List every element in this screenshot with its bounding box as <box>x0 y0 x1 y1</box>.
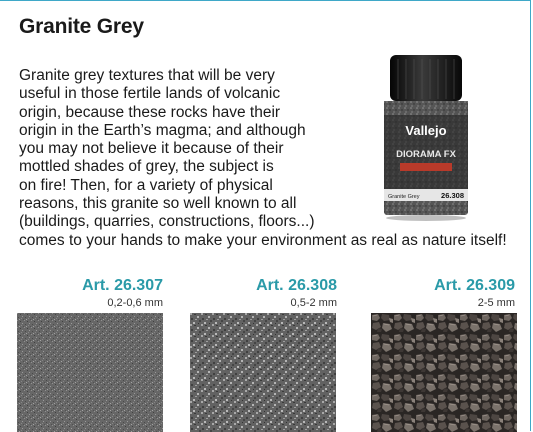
description-line: Granite grey textures that will be very <box>19 67 275 84</box>
article-number-3: Art. 26.309 <box>434 277 515 294</box>
jar-label-small-text: Granite Grey <box>388 194 420 200</box>
texture-swatch-fine <box>17 313 163 432</box>
product-jar-image <box>380 53 472 223</box>
description-line: origin in the Earth’s magma; and although <box>19 121 306 139</box>
description-line: mottled shades of grey, the subject is <box>19 158 274 176</box>
description-line: origin, because these rocks have their <box>19 103 281 121</box>
description-line: reasons, this granite so well known to all <box>19 195 297 213</box>
texture-swatch-coarse <box>371 313 517 432</box>
description-line: (buildings, quarries, constructions, floors...) <box>19 213 315 231</box>
texture-swatch-medium <box>190 313 336 432</box>
grain-size-1: 0,2-0,6 mm <box>107 297 163 309</box>
jar-line-text: DIORAMA FX <box>396 149 456 160</box>
description-line: you may not believe it because of their <box>19 140 284 158</box>
jar-code-text: 26.308 <box>441 191 464 200</box>
jar-brand-text: Vallejo <box>405 123 447 138</box>
article-number-1: Art. 26.307 <box>82 277 163 294</box>
description-line: comes to your hands to make your environment as real as nature itself! <box>19 231 507 249</box>
grain-size-2: 0,5-2 mm <box>290 297 337 309</box>
grain-size-3: 2-5 mm <box>477 297 515 309</box>
product-title: Granite Grey <box>19 15 144 38</box>
description-line: on fire! Then, for a variety of physical <box>19 176 273 194</box>
article-number-2: Art. 26.308 <box>256 277 337 294</box>
jar-accent-band <box>400 163 452 171</box>
description-line: useful in those fertile lands of volcanic <box>19 85 281 103</box>
jar-cap <box>390 55 462 101</box>
